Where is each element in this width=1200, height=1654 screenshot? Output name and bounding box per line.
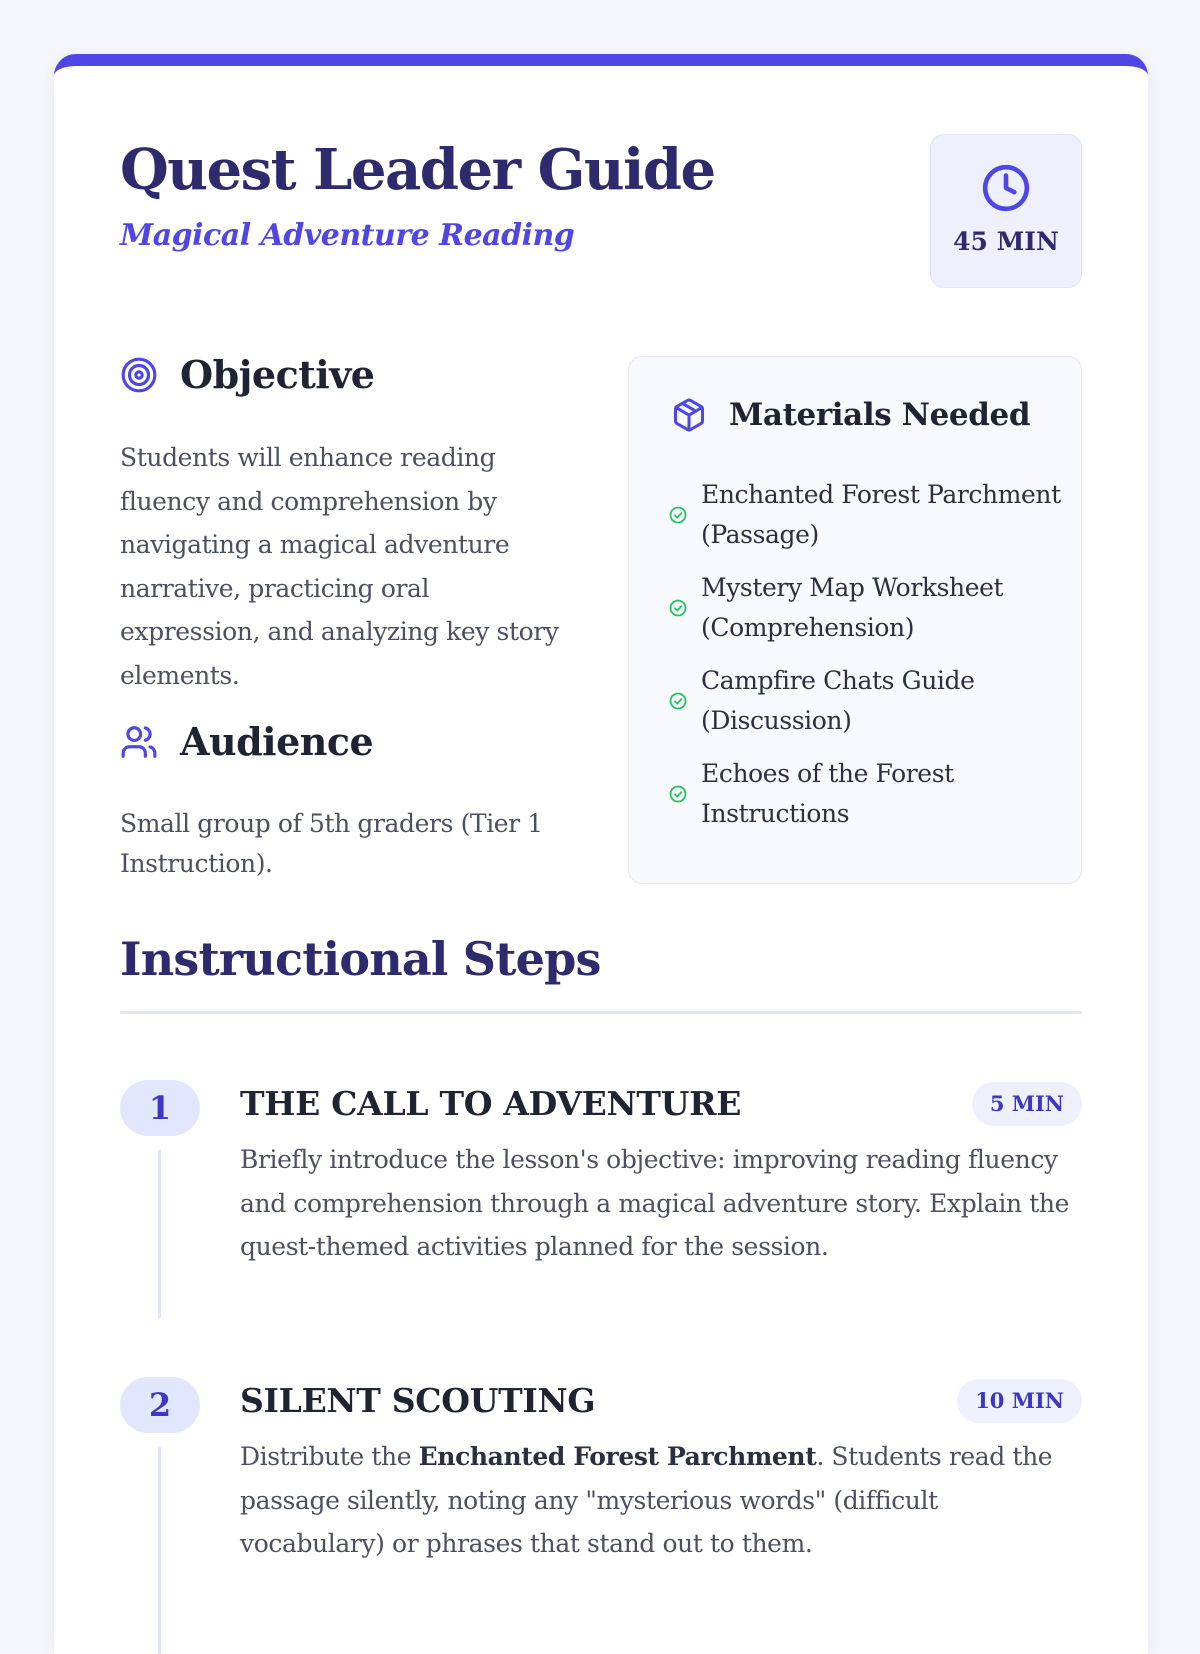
list-item bbox=[669, 475, 1061, 555]
page-subtitle: Magical Adventure Reading bbox=[120, 218, 575, 253]
audience-heading-label: Audience bbox=[180, 719, 374, 764]
step-connector-line bbox=[158, 1447, 161, 1654]
step-description: Briefly introduce the lesson's objective: improving reading fluency and comprehension through a magical adventure story. Explain the quest-themed activities planned for the session. bbox=[240, 1145, 1069, 1261]
objective-heading bbox=[120, 352, 374, 397]
materials-heading bbox=[671, 397, 1030, 433]
step-description bbox=[240, 1435, 1082, 1566]
step-title: SILENT SCOUTING bbox=[240, 1381, 596, 1420]
step-connector-line bbox=[158, 1150, 161, 1318]
step-duration-badge: 5 MIN bbox=[972, 1082, 1082, 1126]
material-reference: Enchanted Forest Parchment bbox=[418, 1442, 817, 1471]
audience-heading bbox=[120, 719, 373, 764]
material-label: Campfire Chats Guide (Discussion) bbox=[701, 666, 975, 735]
list-item bbox=[669, 661, 1061, 741]
total-duration-badge bbox=[930, 134, 1082, 288]
step-title: THE CALL TO ADVENTURE bbox=[240, 1084, 742, 1123]
check-circle-icon bbox=[669, 785, 687, 803]
section-divider bbox=[120, 1011, 1082, 1014]
lesson-card bbox=[54, 54, 1148, 1654]
step-description-text: Distribute the bbox=[240, 1442, 419, 1471]
step-number: 2 bbox=[120, 1377, 200, 1433]
check-circle-icon bbox=[669, 506, 687, 524]
check-circle-icon bbox=[669, 692, 687, 710]
step-number: 1 bbox=[120, 1080, 200, 1136]
users-icon bbox=[120, 723, 158, 761]
clock-icon bbox=[981, 163, 1031, 213]
total-duration-value: 45 MIN bbox=[953, 227, 1059, 256]
step-description-text: . Students read the passage silently, noting any "mysterious words" (difficult vocabulary) or phrases that stand out to them. bbox=[240, 1442, 1053, 1558]
material-label: Echoes of the Forest Instructions bbox=[701, 759, 954, 828]
instructional-steps-heading: Instructional Steps bbox=[120, 932, 601, 986]
target-icon bbox=[120, 356, 158, 394]
audience-text: Small group of 5th graders (Tier 1 Instruction). bbox=[120, 809, 543, 878]
material-label: Enchanted Forest Parchment (Passage) bbox=[701, 480, 1061, 549]
materials-list bbox=[669, 475, 1061, 847]
list-item bbox=[669, 754, 1061, 834]
step-duration-badge: 10 MIN bbox=[957, 1379, 1082, 1423]
page-title: Quest Leader Guide bbox=[120, 137, 715, 203]
box-icon bbox=[671, 397, 707, 433]
check-circle-icon bbox=[669, 599, 687, 617]
list-item bbox=[669, 568, 1061, 648]
materials-panel bbox=[628, 356, 1082, 884]
objective-text: Students will enhance reading fluency and comprehension by navigating a magical adventure narrative, practicing oral expression, and analyzing key story elements. bbox=[120, 443, 559, 690]
material-label: Mystery Map Worksheet (Comprehension) bbox=[701, 573, 1004, 642]
materials-heading-label: Materials Needed bbox=[729, 397, 1031, 433]
objective-heading-label: Objective bbox=[180, 352, 375, 397]
